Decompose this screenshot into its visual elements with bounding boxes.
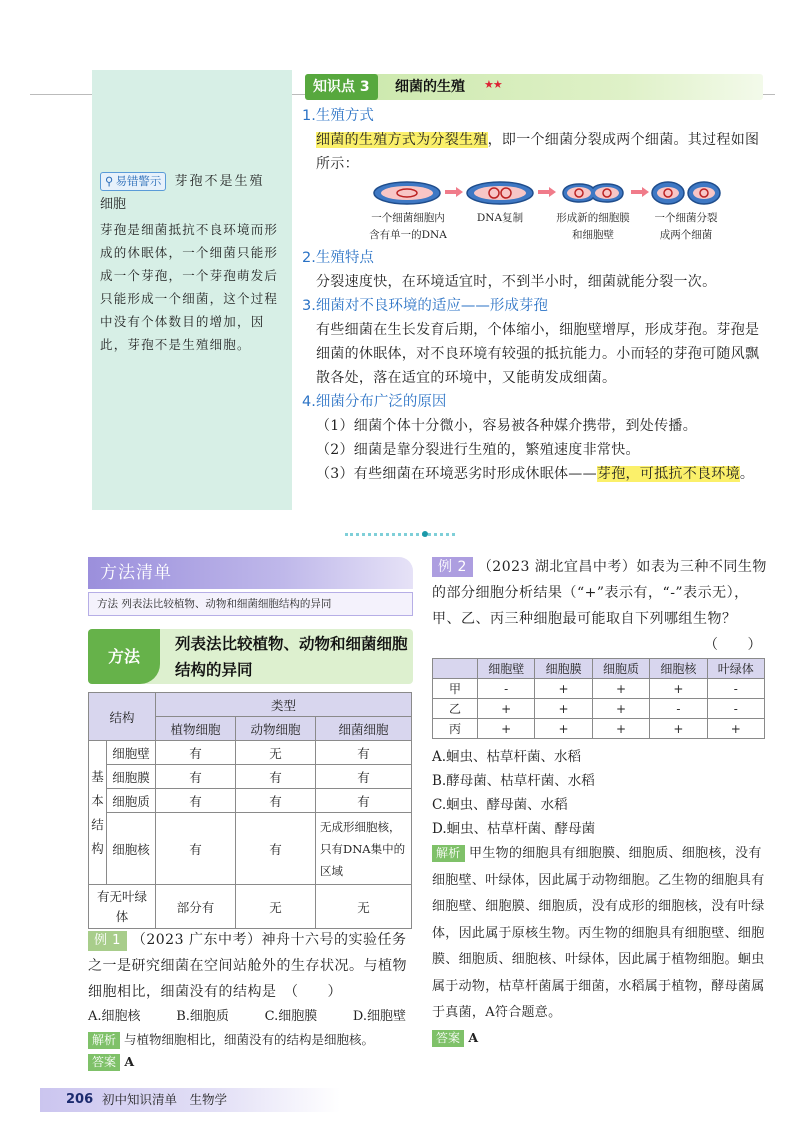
diagram-caption [540,210,646,244]
table-cell: 有 [236,789,316,813]
warning-tag-label: 易错警示 [115,174,162,188]
table-header: 细胞质 [592,659,649,679]
highlight-text: 芽孢，可抵抗不良环境 [596,466,740,482]
magnifier-icon: ⚲ [105,174,114,188]
caption-line: DNA复制 [476,212,524,224]
method-badge: 方法 [88,629,160,684]
analysis-text: 与植物细胞相比，细菌没有的结构是细胞核。 [124,1032,375,1047]
option: D.细胞壁 [352,1009,406,1024]
warning-tag [100,172,166,191]
table-header: 结构 [89,693,156,741]
book-title: 初中知识清单 生物学 [102,1092,228,1107]
section-paragraph: 有些细菌在生长发育后期，个体缩小，细胞壁增厚，形成芽孢。芽孢是细菌的休眠体，对不良环境有较强的抵抗能力。小而轻的芽孢可随风飘散各处，落在适宜的环境中，又能萌发成细菌。 [316,322,760,386]
caption-line: 成两个细菌 [659,229,713,241]
two-bacteria [650,180,722,206]
bacterium-single-dna [372,180,442,206]
table-header: 叶绿体 [707,659,764,679]
caption-line: 含有单一的DNA [369,229,447,241]
error-warning-note [100,170,290,356]
caption-line: 一个细菌分裂 [654,212,718,224]
group-label-char: 构 [91,840,104,856]
method-heading: 列表法比较植物、动物和细菌细胞结构的异同 [175,635,408,679]
section-heading: 3.细菌对不良环境的适应——形成芽孢 [302,298,548,314]
list-item-text: （3）有些细菌在环境恶劣时形成休眠体—— [316,466,597,482]
example-2 [432,554,772,1049]
table-cell: - [707,679,764,699]
analysis-tag: 解析 [432,845,465,862]
options [88,1005,406,1029]
option: C.蛔虫、酵母菌、水稻 [432,797,568,813]
option: C.细胞膜 [264,1009,318,1024]
option: D.蛔虫、枯草杆菌、酵母菌 [432,821,596,837]
table-cell: + [535,679,592,699]
diagram-caption [636,210,736,244]
table-cell: - [478,679,535,699]
table-header: 细胞膜 [535,659,592,679]
table-cell: + [592,699,649,719]
caption-line: 一个细菌细胞内 [371,212,445,224]
group-label-char: 结 [91,816,104,832]
answer-tag: 答案 [432,1030,464,1047]
group-label [89,741,107,885]
bacterium-dna-replication [465,180,535,206]
arrow-right-icon [445,187,463,197]
section-paragraph [302,128,772,176]
section-paragraph: 分裂速度快，在环境适宜时，不到半小时，细菌就能分裂一次。 [316,274,717,290]
list-item: （2）细菌是靠分裂进行生殖的，繁殖速度非常快。 [316,442,640,458]
highlight-text: 细菌的生殖方式为分裂生殖 [316,132,488,148]
option: A.蛔虫、枯草杆菌、水稻 [432,749,582,765]
section-heading: 1.生殖方式 [302,108,374,124]
bacterium-new-membrane [558,180,628,206]
table-header [433,659,478,679]
table-cell: 细胞壁 [107,741,156,765]
list-item: （1）细菌个体十分微小，容易被各种媒介携带，到处传播。 [316,418,698,434]
table-cell: + [707,719,764,739]
table-header: 植物细胞 [156,717,236,741]
binary-fission-diagram [302,178,772,244]
warning-title-cont: 细胞 [100,197,127,212]
diagram-caption [354,210,462,244]
group-label-char: 本 [91,792,104,808]
example-question [88,927,418,1005]
question-text: （2023 广东中考）神舟十六号的实验任务之一是研究细菌在空间站舱外的生存状况。与植物细胞相比，细菌没有的结构是 （ ） [88,932,407,1000]
method-list-subtitle: 方法 列表法比较植物、动物和细菌细胞结构的异同 [88,592,413,616]
section-divider [345,533,455,539]
table-cell: 有 [316,765,412,789]
table-header: 动物细胞 [236,717,316,741]
table-cell: 无 [236,741,316,765]
example-question [432,554,772,653]
diagram-caption [452,210,548,227]
option: A.细胞核 [88,1009,141,1024]
arrow-right-icon [631,187,649,197]
table-cell: 有 [156,789,236,813]
table-cell: 部分有 [156,885,236,929]
example-1 [88,927,418,1073]
example-tag: 例 1 [88,931,127,951]
table-cell: 有无叶绿体 [89,885,156,929]
table-header: 细胞核 [650,659,707,679]
group-label-char: 基 [91,768,104,784]
divider-dot [422,531,428,537]
table-cell: 乙 [433,699,478,719]
knowledge-point-badge: 知识点 3 [305,74,378,100]
table-cell: 无 [236,885,316,929]
option: B.细胞质 [176,1009,229,1024]
table-cell: + [478,699,535,719]
cell-structure-table [88,692,412,929]
table-cell: + [650,679,707,699]
list-item-text: 。 [739,466,755,482]
table-header: 细菌细胞 [316,717,412,741]
table-cell: + [592,679,649,699]
answer-bracket: （ ） [704,637,762,653]
analysis [88,1029,418,1051]
question-text: （2023 湖北宜昌中考）如表为三种不同生物的部分细胞分析结果（“+”表示有，“-”表示无），甲、乙、丙三种细胞最可能取自下列哪组生物？ [432,559,767,627]
table-cell: 有 [156,765,236,789]
table-cell: 有 [236,765,316,789]
paragraph-text: ，即一个细菌分裂成两个细菌。其过程如图所示： [316,132,760,172]
organism-cell-table [432,658,765,739]
table-cell: 丙 [433,719,478,739]
table-cell: 有 [316,789,412,813]
table-cell: 细胞质 [107,789,156,813]
caption-line: 和细胞壁 [572,229,614,241]
method-list-title: 方法清单 [100,563,172,583]
section-heading: 4.细菌分布广泛的原因 [302,394,447,410]
option: B.酵母菌、枯草杆菌、水稻 [432,773,595,789]
arrow-right-icon [538,187,556,197]
table-header: 细胞壁 [478,659,535,679]
example-tag: 例 2 [432,557,473,577]
section-heading: 2.生殖特点 [302,250,374,266]
table-cell: + [535,719,592,739]
knowledge-point-title: 细菌的生殖 [395,79,465,95]
table-cell: 甲 [433,679,478,699]
table-cell: + [535,699,592,719]
list-item [302,462,772,486]
table-cell: + [478,719,535,739]
table-cell: 无成形细胞核，只有DNA集中的区域 [316,813,412,885]
table-cell: 有 [236,813,316,885]
table-cell: 细胞膜 [107,765,156,789]
knowledge-content [302,104,772,486]
warning-body: 芽孢是细菌抵抗不良环境而形成的休眠体，一个细菌只能形成一个芽孢，一个芽孢萌发后只能形成一个细菌，这个过程中没有个体数目的增加，因此，芽孢不是生殖细胞。 [100,222,279,352]
table-header: 类型 [156,693,412,717]
table-cell: 有 [156,813,236,885]
answer-value: A [124,1054,135,1069]
warning-title: 芽孢不是生殖 [174,174,265,189]
analysis [432,841,772,1027]
table-cell: + [650,719,707,739]
star-icon: ★★ [484,78,502,91]
table-cell: - [650,699,707,719]
table-cell: 有 [156,741,236,765]
table-cell: 细胞核 [107,813,156,885]
table-cell: 无 [316,885,412,929]
table-cell: + [592,719,649,739]
table-cell: - [707,699,764,719]
answer-tag: 答案 [88,1054,120,1071]
answer-value: A [468,1029,479,1045]
analysis-text: 甲生物的细胞具有细胞膜、细胞质、细胞核，没有细胞壁、叶绿体，因此属于动物细胞。乙生物的细胞具有细胞壁、细胞膜、细胞质，没有成形的细胞核，没有叶绿体，因此属于原核生物。丙生物的细胞具有细胞壁、细胞膜、细胞质、细胞核、叶绿体，因此属于植物细胞。蛔虫属于动物，枯草杆菌属于细菌，水稻属于植物，酵母菌属于真菌，A符合题意。 [432,846,765,1020]
answer [432,1027,772,1049]
table-cell: 有 [316,741,412,765]
analysis-tag: 解析 [88,1032,120,1049]
page-number: 206 [66,1092,94,1107]
answer [88,1051,418,1073]
caption-line: 形成新的细胞膜 [556,212,630,224]
